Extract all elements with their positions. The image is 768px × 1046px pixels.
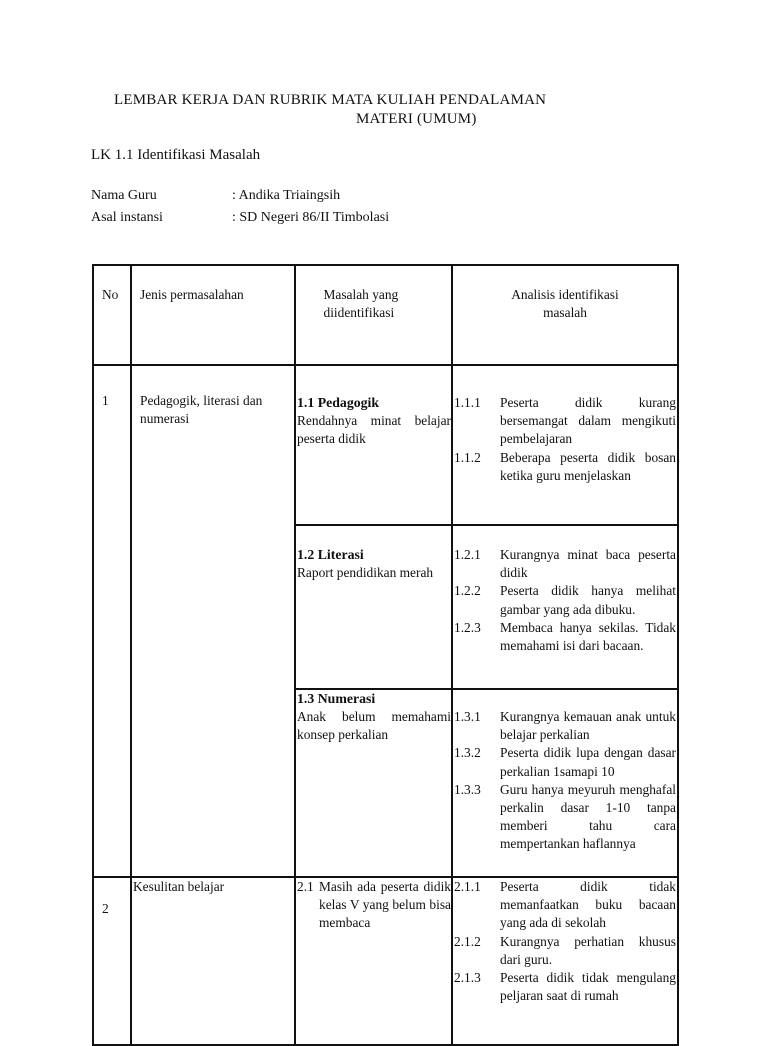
header-masalah-text: Masalah yang diidentifikasi [323,287,399,321]
analisis-num: 1.1.2 [454,449,481,465]
masalah-text: Rendahnya minat belajar peserta didik [297,413,451,447]
row-jenis [131,365,295,877]
analisis-item [454,394,676,449]
asal-value: : SD Negeri 86/II Timbolasi [232,210,390,225]
row-jenis: Kesulitan belajar [131,877,295,1045]
nama-label: Nama Guru [91,188,157,203]
section-title: LK 1.1 Identifikasi Masalah [91,147,261,163]
analisis-item [454,708,676,744]
analisis-text: Peserta didik tidak memanfaatkan buku bacaan yang ada di sekolah [500,879,676,931]
masalah-subitem [297,878,451,933]
header-jenis: Jenis permasalahan [131,265,295,365]
analisis-item [454,582,676,618]
analisis-text: Peserta didik tidak mengulang peljaran saat di rumah [500,970,676,1004]
analisis-text: Kurangnya perhatian khusus dari guru. [500,933,676,967]
row-analisis [452,525,678,689]
identifikasi-table [92,264,679,1046]
row-no: 2 [93,877,131,1045]
analisis-item [454,878,676,933]
row-analisis [452,365,678,525]
analisis-num: 1.2.1 [454,547,481,562]
row-masalah [295,525,452,689]
analisis-item [454,969,676,1005]
asal-label: Asal instansi [91,210,163,225]
analisis-num: 1.1.1 [454,395,481,410]
analisis-text: Peserta didik lupa dengan dasar perkalian 1samapi 10 [500,745,676,779]
table-header-row [93,265,678,365]
analisis-num: 2.1.3 [454,970,481,986]
analisis-item [454,449,676,485]
row-analisis [452,877,678,1045]
title-line-2: MATERI (UMUM) [356,111,477,127]
row-masalah [295,689,452,877]
analisis-text: Beberapa peserta didik bosan ketika guru menjelaskan [500,449,676,483]
masalah-num: 2.1 [297,879,314,894]
analisis-text: Peserta didik kurang bersemangat dalam mengikuti pembelajaran [500,395,676,447]
table-row [93,877,678,1045]
row-jenis-text: Pedagogik, literasi dan numerasi [140,393,263,427]
analisis-num: 1.2.2 [454,583,481,599]
analisis-num: 1.3.3 [454,781,481,797]
analisis-num: 1.2.3 [454,619,481,635]
analisis-text: Membaca hanya sekilas. Tidak memahami isi dari bacaan. [500,619,676,654]
header-masalah [295,265,452,365]
analisis-item [454,546,676,582]
analisis-num: 1.3.1 [454,709,481,724]
analisis-text: Peserta didik hanya melihat gambar yang ada dibuku. [500,583,676,617]
row-no: 1 [93,365,131,877]
table-row [93,365,678,525]
analisis-text: Kurangnya kemauan anak untuk belajar perkalian [500,709,676,743]
masalah-text: Raport pendidikan merah [297,565,434,581]
row-masalah [295,365,452,525]
analisis-item [454,619,676,655]
masalah-heading: 1.2 Literasi [297,547,364,562]
analisis-num: 2.1.2 [454,933,481,949]
header-analisis-text: Analisis identifikasi masalah [511,287,619,321]
analisis-text: Kurangnya minat baca peserta didik [500,547,676,581]
analisis-item [454,933,676,969]
nama-value: : Andika Triaingsih [232,188,341,203]
header-no: No [93,265,131,365]
meta-nama-guru [91,188,341,204]
masalah-text: Anak belum memahami konsep perkalian [297,709,451,743]
title-line-1: LEMBAR KERJA DAN RUBRIK MATA KULIAH PENDALAMAN [114,92,547,108]
masalah-heading: 1.1 Pedagogik [297,395,380,410]
header-analisis [452,265,678,365]
meta-asal-instansi [91,210,390,226]
analisis-num: 2.1.1 [454,879,481,894]
analisis-item [454,781,676,854]
analisis-item [454,744,676,780]
row-masalah [295,877,452,1045]
masalah-text: Masih ada peserta didik kelas V yang belum bisa membaca [319,879,451,931]
analisis-num: 1.3.2 [454,745,481,761]
row-analisis [452,689,678,877]
analisis-text: Guru hanya meyuruh menghafal perkalin dasar 1-10 tanpa memberi tahu cara mempertankan haflannya [500,781,676,852]
masalah-heading: 1.3 Numerasi [297,691,376,706]
